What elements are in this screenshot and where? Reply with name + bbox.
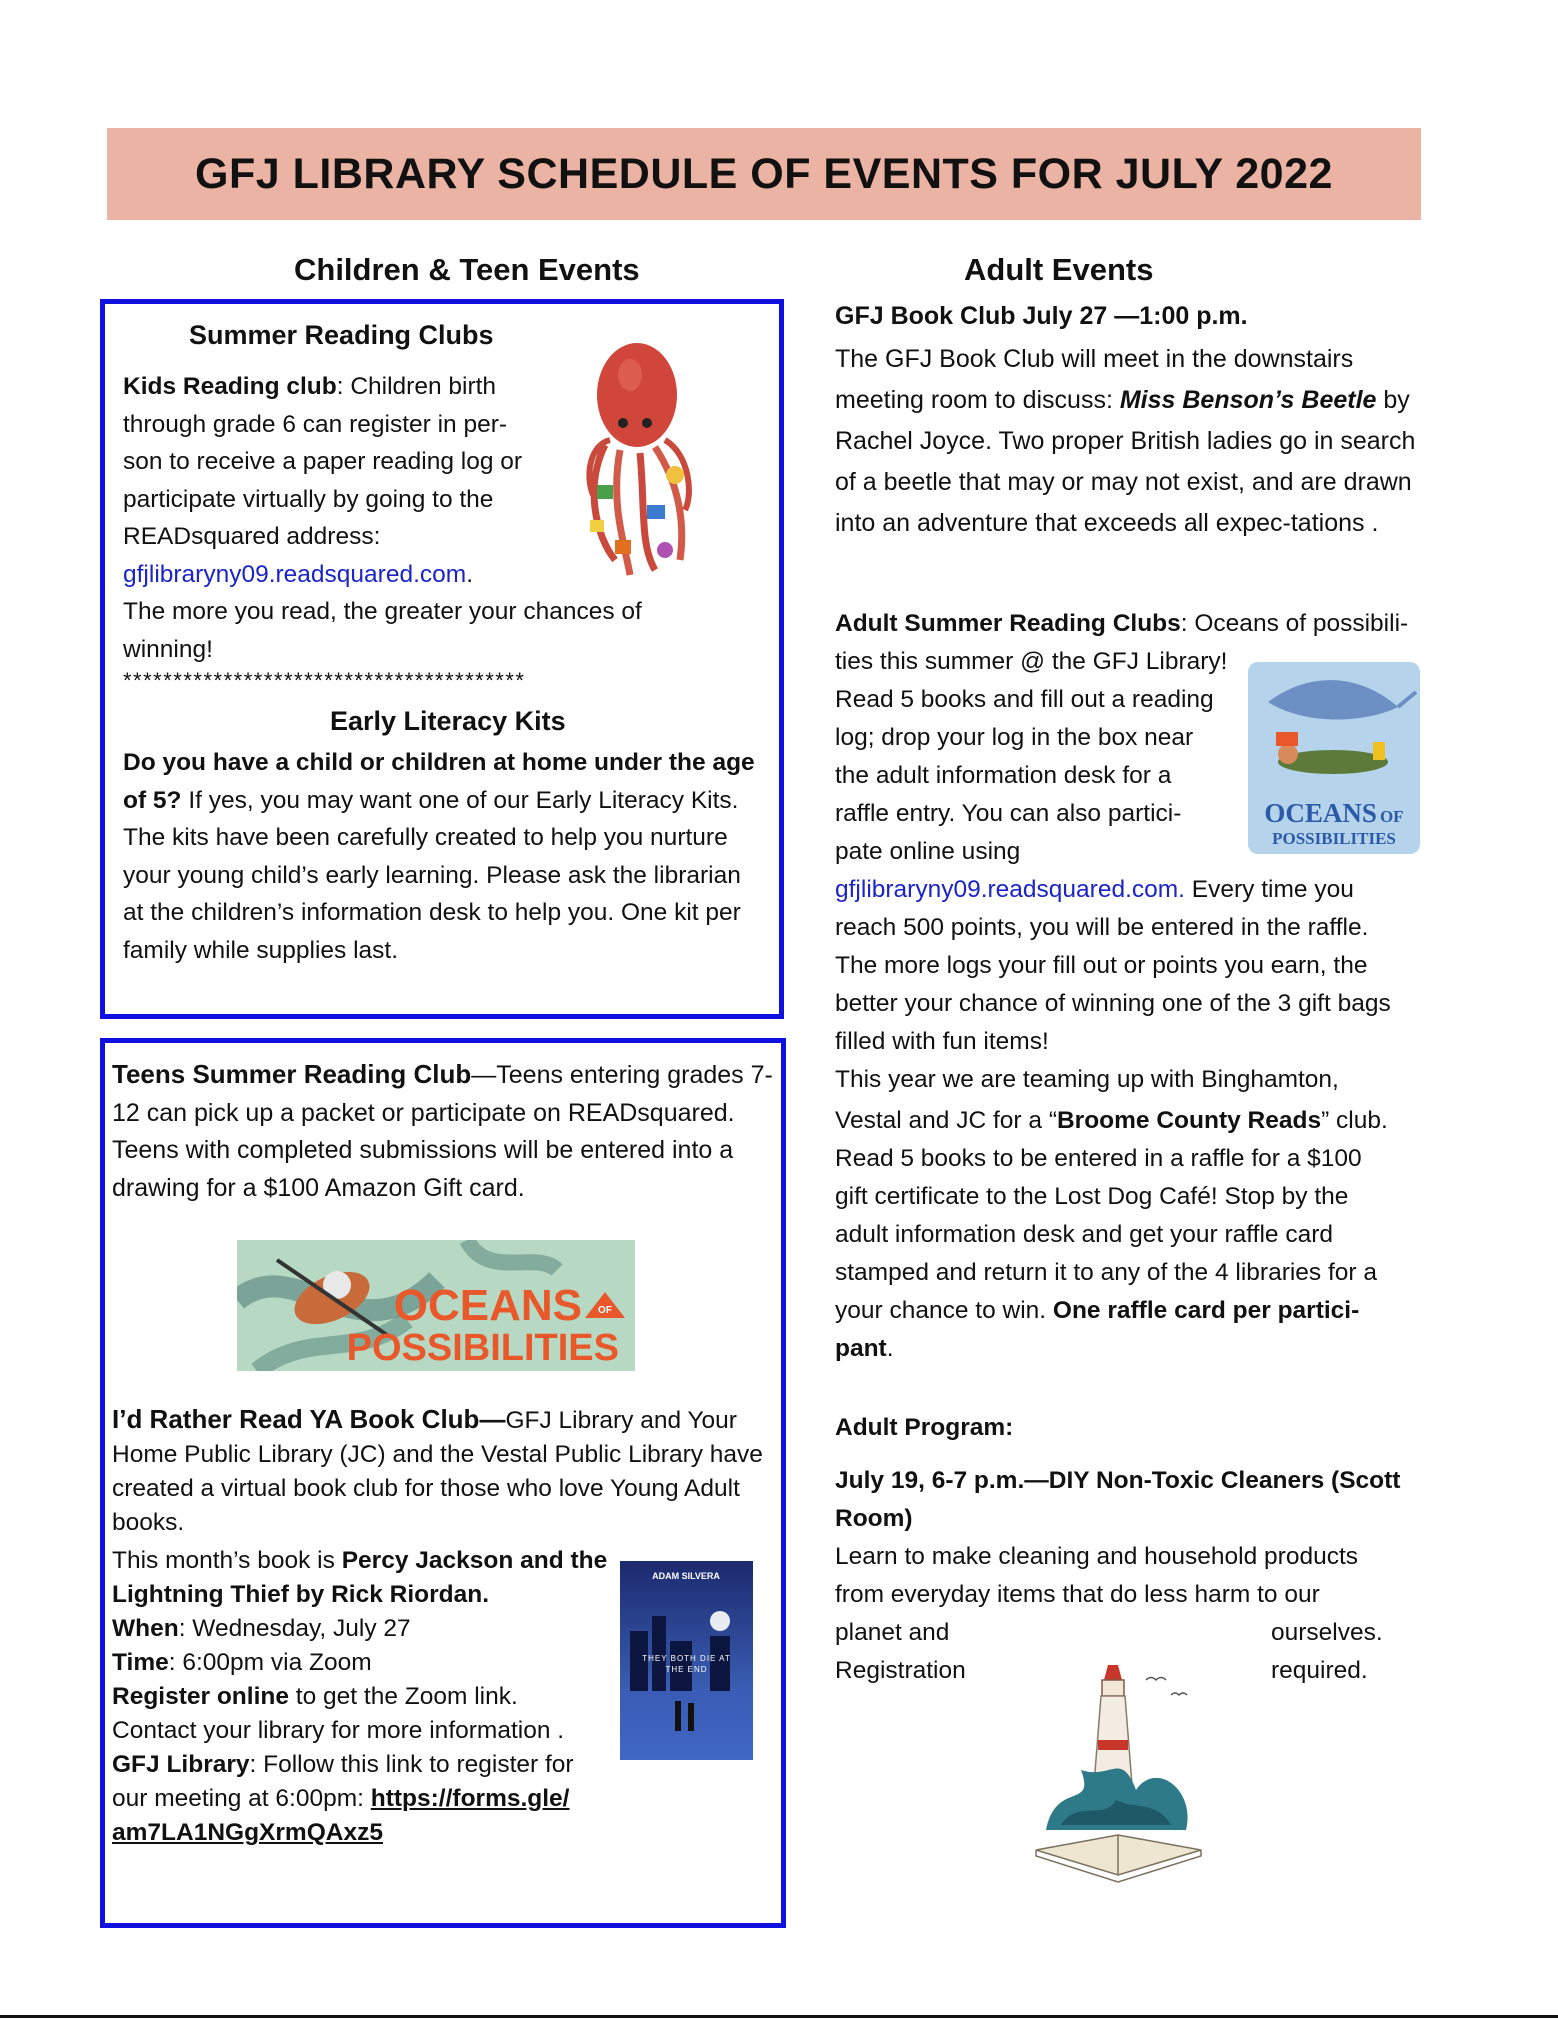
adult-clubs-line: stamped and return it to any of the 4 libraries for a <box>835 1259 1378 1286</box>
gfj-label: GFJ Library <box>112 1751 250 1778</box>
book-club-heading: GFJ Book Club July 27 —1:00 p.m. <box>835 302 1248 330</box>
register-value: to get the Zoom link. <box>288 1683 518 1710</box>
adult-clubs-line: reach 500 points, you will be entered in the raffle. <box>835 914 1369 941</box>
adult-clubs-line: adult information desk and get your raffle card <box>835 1221 1334 1248</box>
left-word: Registration <box>835 1657 966 1684</box>
adult-clubs-line: pate online using <box>835 838 1021 865</box>
ya-label: I’d Rather Read YA Book Club— <box>112 1404 506 1434</box>
readsquared-link[interactable]: gfjlibraryny09.readsquared.com <box>123 560 467 588</box>
contact-text: Contact your library for more information . <box>112 1717 565 1744</box>
adult-clubs-line: the adult information desk for a <box>835 762 1172 789</box>
desc-line: Learn to make cleaning and household products <box>835 1543 1359 1570</box>
book-prefix: This month’s book is <box>112 1547 342 1574</box>
adult-clubs-line: gift certificate to the Lost Dog Café! Stop by the <box>835 1183 1349 1210</box>
kids-line: son to receive a paper reading log or <box>123 448 523 475</box>
separator-stars: **************************************** <box>123 668 526 693</box>
right-word: required. <box>1271 1657 1368 1684</box>
ya-text <box>112 1402 767 1540</box>
adult-program-heading: Adult Program: <box>835 1414 1014 1441</box>
form-link[interactable]: https://forms.gle/ <box>370 1785 570 1812</box>
last-bold: pant <box>835 1335 887 1362</box>
literacy-text <box>123 744 768 969</box>
when-value: : Wednesday, July 27 <box>178 1615 411 1642</box>
ya-body: GFJ Library and Your Home Public Library (JC) and the Vestal Public Library have created a virtual book club for those who love Young Adult books. <box>112 1407 763 1536</box>
title-banner <box>107 128 1421 220</box>
octopus-illustration <box>585 335 695 580</box>
teens-body: —Teens entering grades 7-12 can pick up a packet or participate on READsquared. Teens with completed submissions will be entered into a drawing for a $100 Amazon Gift card. <box>112 1061 773 1202</box>
oceans-banner-word1: OCEANS <box>393 1281 582 1330</box>
kids-reading-text <box>123 368 583 593</box>
adult-clubs-line: Read 5 books to be entered in a raffle for a $100 <box>835 1145 1362 1172</box>
broome-bold: Broome County Reads <box>1056 1107 1322 1134</box>
time-label: Time <box>112 1649 169 1676</box>
ya-details <box>112 1544 632 1850</box>
kids-line: : Children birth <box>336 373 497 400</box>
after-link: Every time you <box>1185 876 1354 903</box>
literacy-question: Do you have a child or children at home under the age of 5? <box>123 749 755 814</box>
program-left-words <box>835 1614 966 1690</box>
closing-line: winning! <box>123 635 213 663</box>
cover-author: ADAM SILVERA <box>652 1571 720 1581</box>
last-suffix: . <box>886 1335 894 1362</box>
program-right-words <box>1271 1614 1383 1690</box>
right-word: ourselves. <box>1271 1619 1383 1646</box>
badge-word2: POSSIBILITIES <box>1272 829 1396 848</box>
bottom-rule <box>0 2015 1558 2018</box>
adult-readsquared-link[interactable]: gfjlibraryny09.readsquared.com. <box>835 876 1185 903</box>
adult-clubs-line: The more logs your fill out or points you earn, the <box>835 952 1368 979</box>
adult-clubs-line: better your chance of winning one of the 3 gift bags <box>835 990 1391 1017</box>
link-suffix: . <box>466 560 473 588</box>
adult-clubs-rest <box>835 871 1435 1368</box>
left-word: planet and <box>835 1619 950 1646</box>
page-title: GFJ LIBRARY SCHEDULE OF EVENTS FOR JULY 2022 <box>195 149 1333 198</box>
adult-clubs-label: Adult Summer Reading Clubs <box>835 610 1181 637</box>
summer-reading-heading: Summer Reading Clubs <box>189 320 494 350</box>
adult-clubs-line: Read 5 books and fill out a reading <box>835 686 1214 713</box>
teens-label: Teens Summer Reading Club <box>112 1059 472 1089</box>
adult-clubs-line: ties this summer @ the GFJ Library! <box>835 648 1228 675</box>
children-heading: Children & Teen Events <box>294 252 640 287</box>
adult-clubs-line: filled with fun items! <box>835 1028 1049 1055</box>
kids-reading-label: Kids Reading club <box>123 373 337 400</box>
lighthouse-illustration <box>1026 1660 1211 1885</box>
literacy-heading: Early Literacy Kits <box>330 706 566 736</box>
adult-clubs-line: : Oceans of possibili- <box>1180 610 1409 637</box>
literacy-body: If yes, you may want one of our Early Literacy Kits. The kits have been carefully created to help you nurture your young child’s early learning. Please ask the librarian at the children’s information desk to help you. One kit per family while supplies last. <box>123 786 741 964</box>
book-title: Percy Jackson and the <box>341 1547 608 1574</box>
broome-suffix: ” club. <box>1321 1107 1388 1134</box>
event-line: July 19, 6-7 p.m.—DIY Non-Toxic Cleaners (Scott <box>835 1467 1401 1494</box>
book-club-text <box>835 339 1435 544</box>
teens-text <box>112 1056 777 1207</box>
time-value: : 6:00pm via Zoom <box>168 1649 372 1676</box>
adult-clubs-line: This year we are teaming up with Binghamton, <box>835 1066 1339 1093</box>
meeting-text: our meeting at 6:00pm: <box>112 1785 371 1812</box>
book-club-after: by Rachel Joyce. Two proper British ladies go in search of a beetle that may or may not exist, and are drawn into an adventure that exceeds all expec-tations . <box>835 386 1416 537</box>
book-cover-image <box>620 1561 753 1760</box>
kids-closing <box>123 593 743 668</box>
badge-word1: OCEANS <box>1264 798 1377 828</box>
gfj-value: : Follow this link to register for <box>249 1751 574 1778</box>
oceans-banner-word2: POSSIBILITIES <box>346 1327 619 1369</box>
adult-program-desc <box>835 1538 1435 1614</box>
kids-line: participate virtually by going to the <box>123 485 494 513</box>
event-line: Room) <box>835 1505 913 1532</box>
broome-prefix: Vestal and JC for a “ <box>835 1107 1057 1134</box>
adult-program-event <box>835 1462 1435 1538</box>
form-link[interactable]: am7LA1NGgXrmQAxz5 <box>112 1819 383 1846</box>
last-bold: One raffle card per partici- <box>1052 1297 1360 1324</box>
adult-clubs-line: raffle entry. You can also partici- <box>835 800 1182 827</box>
oceans-banner-of: OF <box>598 1305 612 1316</box>
oceans-banner-image <box>237 1240 635 1371</box>
last-prefix: your chance to win. <box>835 1297 1053 1324</box>
kids-line: through grade 6 can register in per- <box>123 410 508 438</box>
oceans-badge-image <box>1248 662 1420 854</box>
adult-clubs-wrapped <box>835 681 1255 871</box>
when-label: When <box>112 1615 179 1642</box>
adult-heading: Adult Events <box>964 252 1154 287</box>
register-label: Register online <box>112 1683 289 1710</box>
book-title: Lightning Thief by Rick Riordan. <box>112 1581 490 1608</box>
badge-of: OF <box>1379 807 1404 826</box>
book-club-before: The GFJ Book Club will meet in the downstairs meeting room to discuss: <box>835 345 1354 414</box>
closing-line: The more you read, the greater your chances of <box>123 598 642 625</box>
kids-line: READsquared address: <box>123 523 381 550</box>
cover-title: THEY BOTH DIE AT THE END <box>642 1654 731 1674</box>
book-club-title: Miss Benson’s Beetle <box>1119 386 1377 414</box>
desc-line: from everyday items that do less harm to our <box>835 1581 1320 1608</box>
adult-clubs-line: log; drop your log in the box near <box>835 724 1194 751</box>
